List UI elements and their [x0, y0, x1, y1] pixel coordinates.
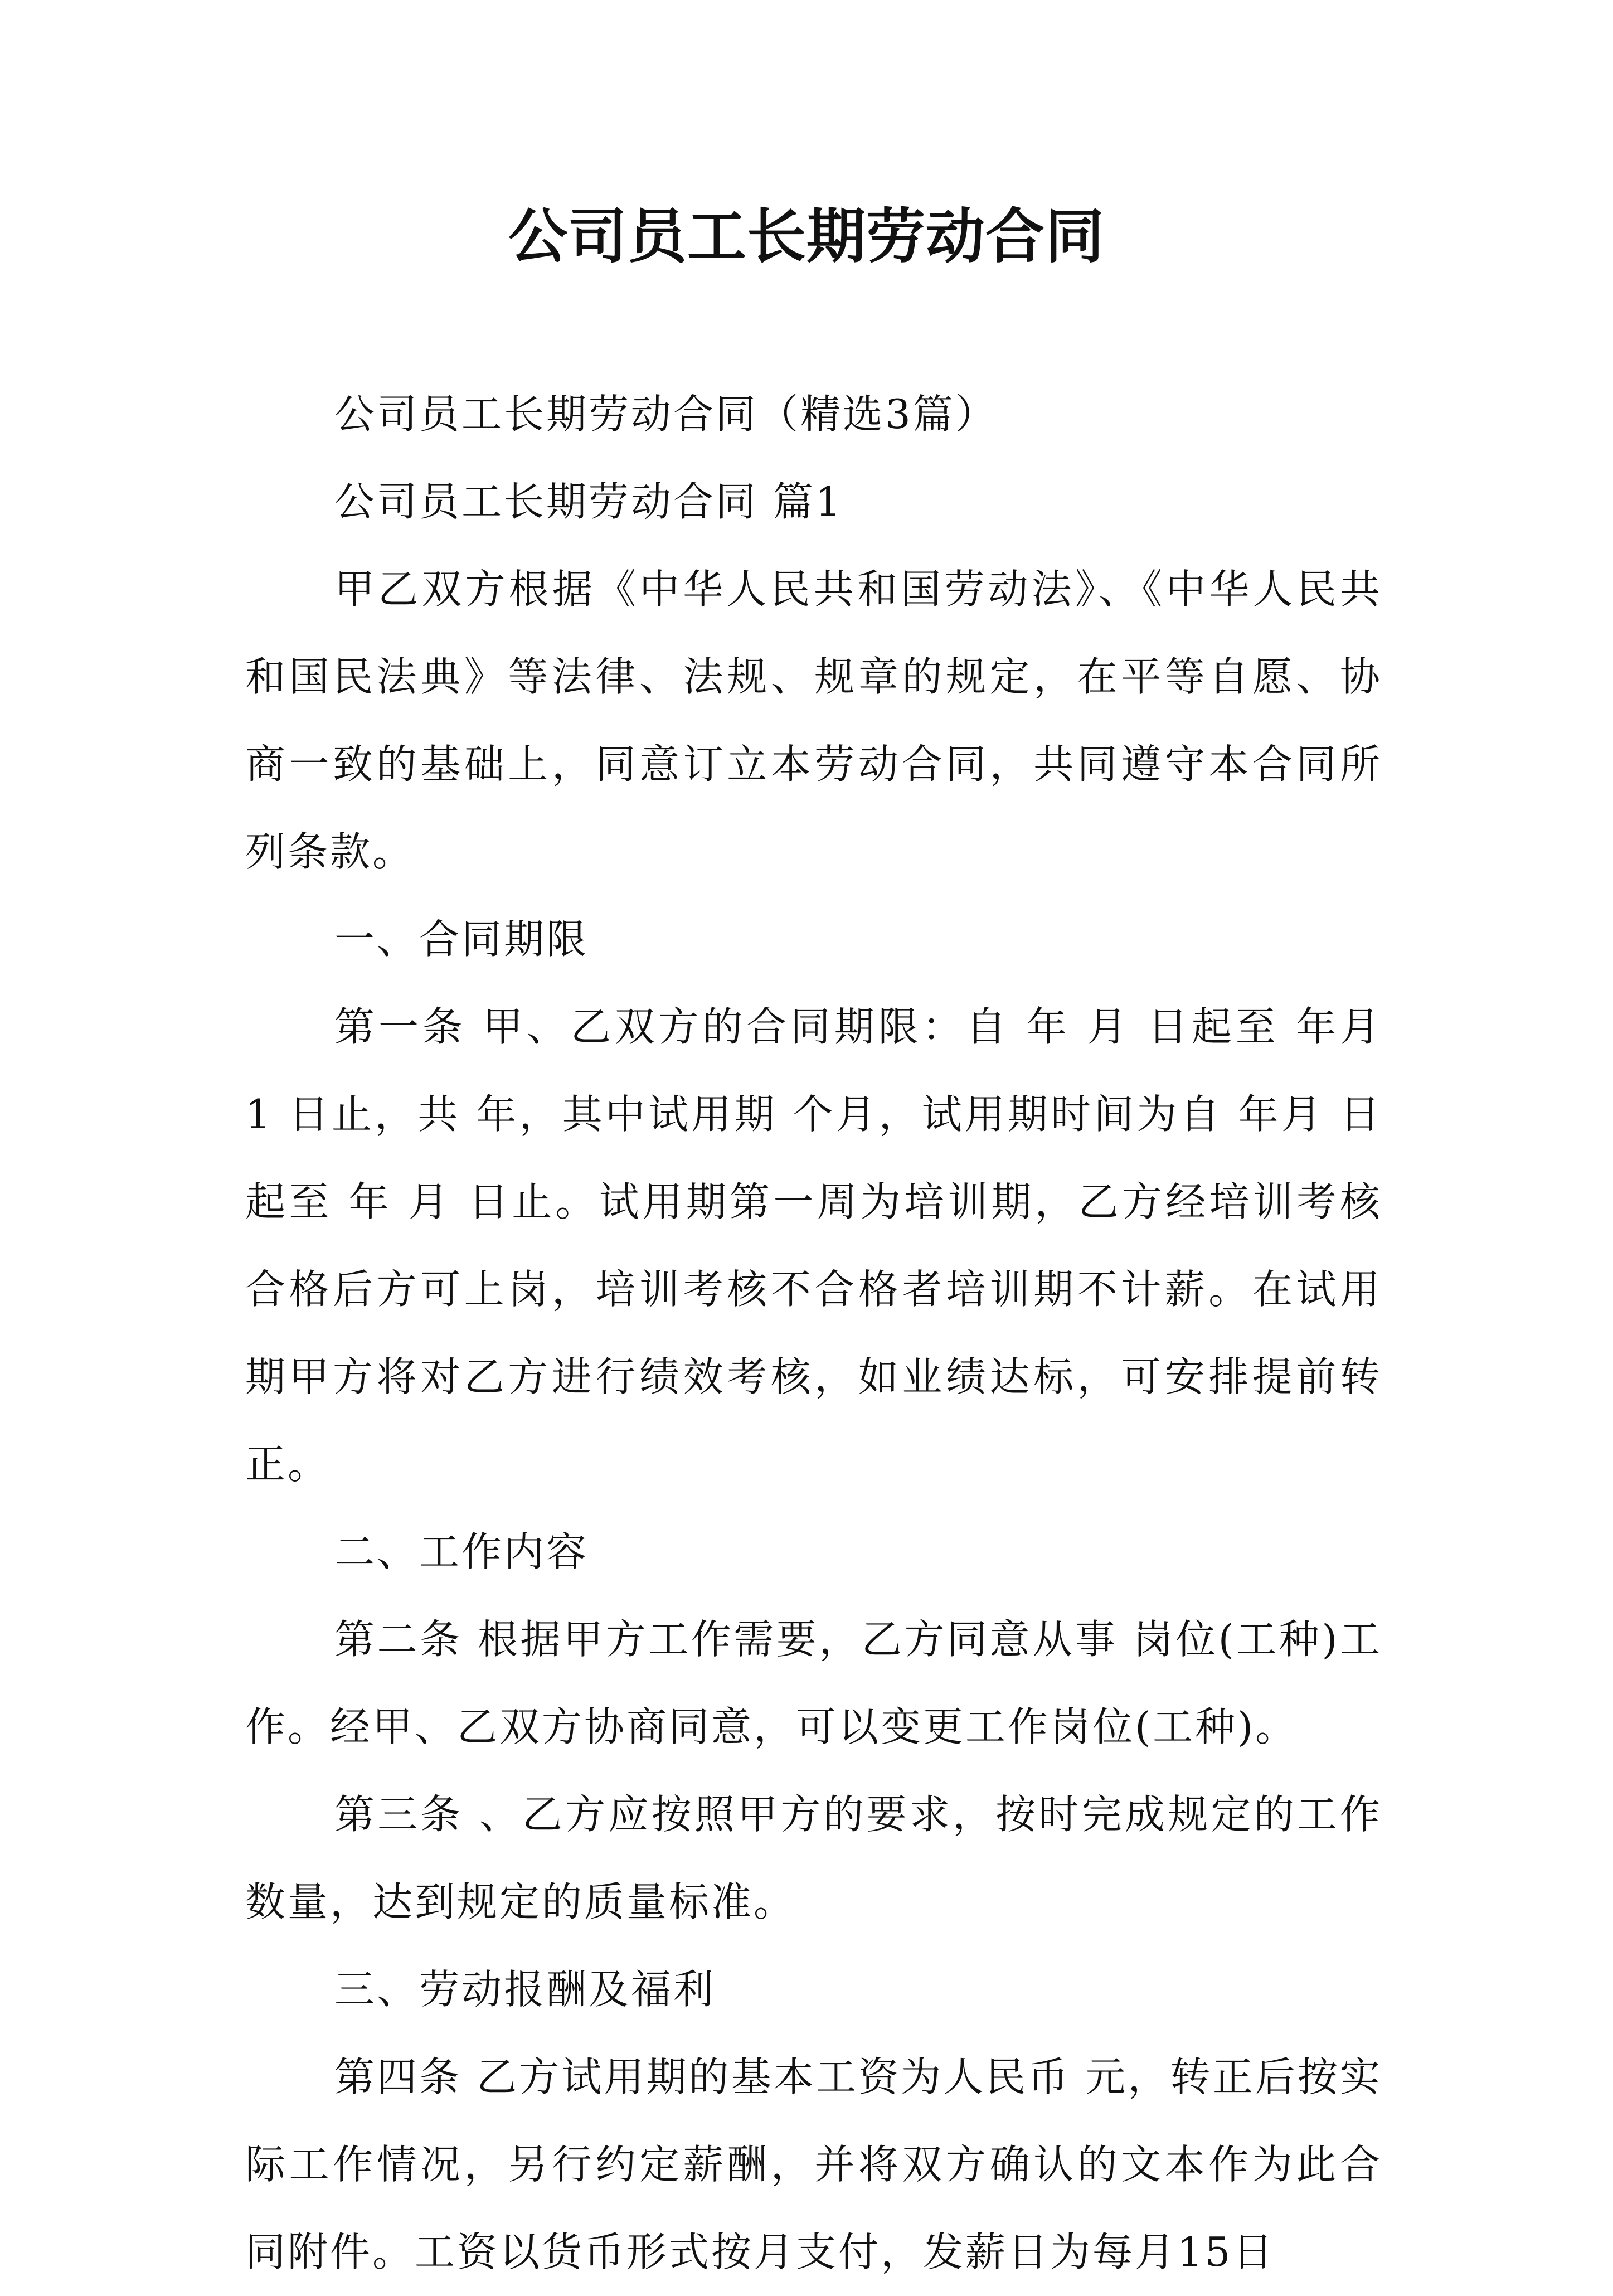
article-3-paragraph: 第三条 、乙方应按照甲方的要求，按时完成规定的工作数量，达到规定的质量标准。 — [245, 1791, 1382, 1925]
subtitle-paragraph: 公司员工长期劳动合同（精选3篇） — [334, 391, 998, 438]
document-title: 公司员工长期劳动合同 — [508, 202, 1105, 271]
document-body — [245, 371, 1382, 2296]
article-2-paragraph: 第二条 根据甲方工作需要，乙方同意从事 岗位(工种)工作。经甲、乙双方协商同意，可以变更工作岗位(工种)。 — [245, 1616, 1382, 1750]
article-1-paragraph: 第一条 甲、乙双方的合同期限：自 年 月 日起至 年月 1 日止，共 年，其中试用期 个月，试用期时间为自 年月 日起至 年 月 日止。试用期第一周为培训期，乙方经培训考核合格后方可上岗，培训考核不合格者培训期不计薪。在试用期甲方将对乙方进行绩效考核，如业绩达标，可安排提前转正。 — [245, 1003, 1382, 1488]
preamble-paragraph: 甲乙双方根据《中华人民共和国劳动法》、《中华人民共和国民法典》等法律、法规、规章的规定，在平等自愿、协商一致的基础上，同意订立本劳动合同，共同遵守本合同所列条款。 — [245, 566, 1382, 875]
section-heading-contract-term: 一、合同期限 — [334, 916, 589, 963]
section-heading-part1: 公司员工长期劳动合同 篇1 — [334, 478, 843, 525]
article-4-paragraph: 第四条 乙方试用期的基本工资为人民币 元，转正后按实际工作情况，另行约定薪酬，并将双方确认的文本作为此合同附件。工资以货币形式按月支付，发薪日为每月15日 — [245, 2054, 1382, 2275]
section-heading-compensation: 三、劳动报酬及福利 — [334, 1966, 716, 2013]
section-heading-work-content: 二、工作内容 — [334, 1528, 589, 1575]
